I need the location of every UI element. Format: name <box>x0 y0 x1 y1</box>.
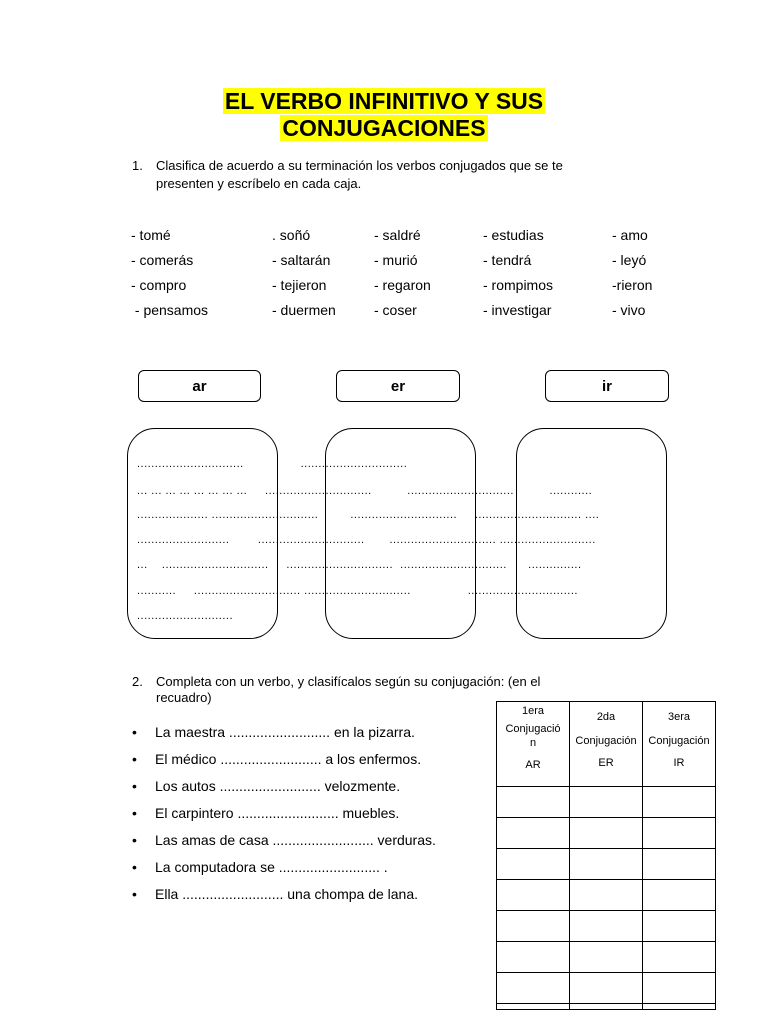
dot-line: ........... .............................. .............................. ............................... <box>137 585 578 597</box>
exercise2-number: 2. <box>132 674 143 689</box>
table-cell[interactable] <box>570 849 643 880</box>
sentence-text: El médico .......................... a los enfermos. <box>155 751 422 767</box>
header-er-ordinal: 2da <box>596 711 616 723</box>
verb-item: - amo <box>612 227 648 243</box>
verb-item: - investigar <box>483 302 552 318</box>
list-item <box>132 831 436 849</box>
table-row <box>497 880 716 911</box>
header-ar-word-end: n <box>529 737 537 749</box>
verb-item: - tomé <box>131 227 171 243</box>
table-cell[interactable] <box>643 942 716 973</box>
verb-item: - saltarán <box>272 252 331 268</box>
ir-label: ir <box>601 377 612 395</box>
header-ar-ending: AR <box>525 759 541 771</box>
table-cell[interactable] <box>497 787 570 818</box>
verb-item: - pensamos <box>131 302 209 318</box>
header-ir-ordinal: 3era <box>667 711 691 723</box>
list-item <box>132 777 400 795</box>
dot-line: ........................... <box>137 610 234 622</box>
verb-item: - compro <box>131 277 187 293</box>
bullet: • <box>132 805 137 821</box>
header-er-ending: ER <box>598 757 614 769</box>
table-cell[interactable] <box>497 849 570 880</box>
verb-item: - coser <box>374 302 417 318</box>
list-item <box>132 723 415 741</box>
table-cell[interactable] <box>497 1004 570 1010</box>
dot-line: ... ... ... ... ... ... ... ... .............................. .............................. ............ <box>137 485 593 497</box>
table-header-row <box>497 702 716 787</box>
header-ar-word: Conjugació <box>505 723 561 735</box>
er-label: er <box>390 377 406 395</box>
title-text-2: CONJUGACIONES <box>282 115 486 141</box>
header-er-word: Conjugación <box>575 735 637 747</box>
table-row <box>497 787 716 818</box>
header-er <box>570 702 643 787</box>
sentence-text: La computadora se .......................... . <box>155 859 388 875</box>
title-line-2 <box>0 115 768 142</box>
verb-item: - leyó <box>612 252 647 268</box>
exercise1-number: 1. <box>132 158 143 173</box>
bullet: • <box>132 778 137 794</box>
verb-item: - estudias <box>483 227 544 243</box>
table-cell[interactable] <box>570 818 643 849</box>
verb-item: - tejieron <box>272 277 327 293</box>
table-cell[interactable] <box>570 911 643 942</box>
header-ir-ending: IR <box>673 757 685 769</box>
verb-item: - murió <box>374 252 418 268</box>
bullet: • <box>132 859 137 875</box>
table-cell[interactable] <box>497 911 570 942</box>
sentence-text: El carpintero .......................... muebles. <box>155 805 400 821</box>
sentence-text: Ella .......................... una chompa de lana. <box>155 886 419 902</box>
table-row <box>497 942 716 973</box>
table-cell[interactable] <box>570 973 643 1004</box>
table-cell[interactable] <box>497 973 570 1004</box>
dot-line: .............................. .............................. <box>137 458 408 470</box>
table-cell[interactable] <box>570 787 643 818</box>
sentence-text: La maestra .......................... en la pizarra. <box>155 724 415 740</box>
er-label-box <box>336 370 460 402</box>
bullet: • <box>132 886 137 902</box>
dot-line: ... .............................. .............................. .............................. ............... <box>137 559 582 571</box>
ir-label-box <box>545 370 669 402</box>
bullet: • <box>132 751 137 767</box>
list-item <box>132 858 388 876</box>
header-ar-ordinal: 1era <box>521 705 545 717</box>
table-cell[interactable] <box>497 880 570 911</box>
table-cell[interactable] <box>643 1004 716 1010</box>
exercise1-text-line2: presenten y escríbelo en cada caja. <box>156 176 362 191</box>
conjugation-table <box>496 701 716 1010</box>
table-cell[interactable] <box>570 1004 643 1010</box>
table-row <box>497 1004 716 1010</box>
sentence-text: Las amas de casa .......................... verduras. <box>155 832 436 848</box>
verb-item: - duermen <box>272 302 336 318</box>
title-text-1: EL VERBO INFINITIVO Y SUS <box>224 88 544 114</box>
table-cell[interactable] <box>570 880 643 911</box>
verb-item: - saldré <box>374 227 421 243</box>
exercise2-text-line1: Completa con un verbo, y clasifícalos según su conjugación: (en el <box>156 674 541 689</box>
table-row <box>497 911 716 942</box>
table-cell[interactable] <box>570 942 643 973</box>
dot-line: .................... .............................. .............................. .............................. .... <box>137 509 600 521</box>
list-item <box>132 750 421 768</box>
list-item <box>132 804 399 822</box>
bullet: • <box>132 724 137 740</box>
table-cell[interactable] <box>643 911 716 942</box>
title-line-1 <box>0 88 768 115</box>
verb-item: -rieron <box>612 277 653 293</box>
exercise2-text-line2: recuadro) <box>156 690 212 705</box>
list-item <box>132 885 418 903</box>
header-ir <box>643 702 716 787</box>
verb-item: - regaron <box>374 277 431 293</box>
header-ar <box>497 702 570 787</box>
verb-item: - tendrá <box>483 252 532 268</box>
table-cell[interactable] <box>643 849 716 880</box>
verb-item: - comerás <box>131 252 194 268</box>
ar-label: ar <box>192 377 207 395</box>
table-cell[interactable] <box>643 973 716 1004</box>
exercise1-text-line1: Clasifica de acuerdo a su terminación los verbos conjugados que se te <box>156 158 563 173</box>
table-cell[interactable] <box>643 818 716 849</box>
bullet: • <box>132 832 137 848</box>
ar-label-box <box>138 370 261 402</box>
table-row <box>497 818 716 849</box>
dot-line: .......................... .............................. .............................. ........................... <box>137 534 596 546</box>
table-cell[interactable] <box>497 942 570 973</box>
table-cell[interactable] <box>643 880 716 911</box>
verb-item: - vivo <box>612 302 646 318</box>
verb-item: . soñó <box>272 227 311 243</box>
table-cell[interactable] <box>497 818 570 849</box>
sentence-text: Los autos .......................... velozmente. <box>155 778 401 794</box>
table-row <box>497 849 716 880</box>
header-ir-word: Conjugación <box>648 735 710 747</box>
table-cell[interactable] <box>643 787 716 818</box>
verb-item: - rompimos <box>483 277 554 293</box>
table-row <box>497 973 716 1004</box>
